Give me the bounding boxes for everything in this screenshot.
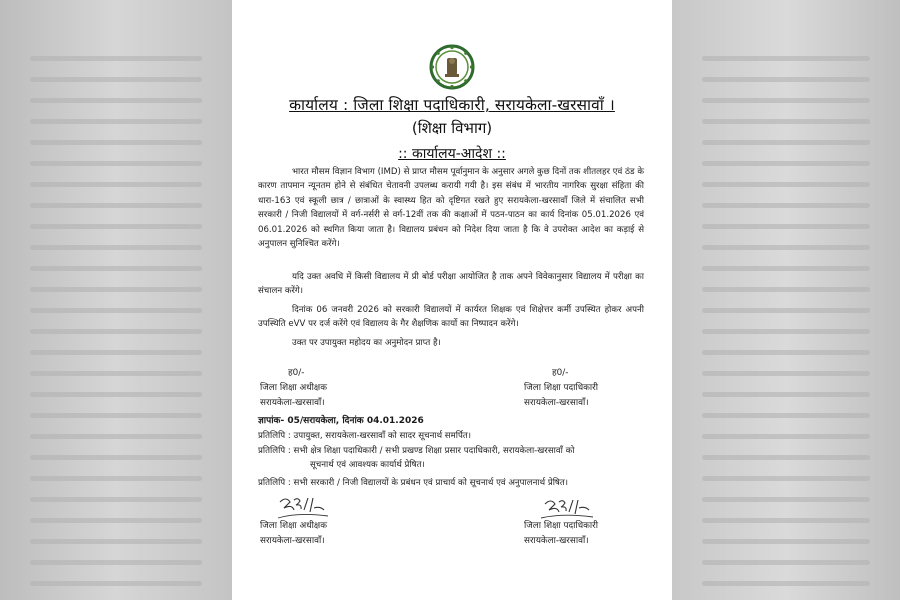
blurred-backdrop-right [672, 0, 900, 600]
jharkhand-emblem-icon [429, 44, 475, 90]
copy-line-2 [258, 444, 648, 472]
copy-line-2-text: प्रतिलिपि : सभी क्षेत्र शिक्षा पदाधिकारी / सभी प्रखण्ड शिक्षा प्रसार पदाधिकारी, सरायकेला-खरसावाँ को [258, 446, 575, 456]
signatory-designation: जिला शिक्षा अधीक्षक [260, 383, 327, 393]
copy-line-1: प्रतिलिपि : उपायुक्त, सरायकेला-खरसावाँ को सादर सूचनार्थ समर्पित। [258, 431, 472, 441]
order-heading: :: कार्यालय-आदेश :: [398, 146, 506, 162]
signatory-place: सरायकेला-खरसावाँ। [524, 536, 589, 546]
signatory-designation: जिला शिक्षा पदाधिकारी [524, 383, 599, 393]
signatory-place: सरायकेला-खरसावाँ। [260, 536, 325, 546]
order-paragraph-2: यदि उक्त अवधि में किसी विद्यालय में प्री बोर्ड परीक्षा आयोजित है ताक अपने विवेकानुसार विद्यालय में परीक्षा का संचालन करेंगे। [258, 272, 644, 297]
order-paragraph-1: भारत मौसम विज्ञान विभाग (IMD) से प्राप्त मौसम पूर्वानुमान के अनुसार अगले कुछ दिनों तक शीतलहर एवं ठंड के कारण तापमान न्यूनतम होने से संबंधित चेतावनी उपलब्ध करायी गयी है। इस संबंध में भारतीय नागरिक सुरक्षा संहिता की धारा-163 एवं स्कूली छात्र / छात्राओं के स्वास्थ्य हित को दृष्टिगत रखते हुए सरायकेला-खरसावाँ जिले में संचालित सभी सरकारी / निजी विद्यालयों में वर्ग-नर्सरी से वर्ग-12वीं तक की कक्षाओं में पठन-पाठन का कार्य दिनांक 05.01.2026 एवं 06.01.2026 को स्थगित किया जाता है। विद्यालय प्रबंधन को निदेश दिया जाता है कि वे उपरोक्त आदेश का कड़ाई से अनुपालन सुनिश्चित करेंगे। [258, 167, 644, 250]
signatory-designation: जिला शिक्षा पदाधिकारी [524, 521, 599, 531]
office-order-document [232, 0, 672, 600]
blurred-backdrop-left [0, 0, 232, 600]
signature-block-officer-copy [524, 519, 598, 549]
department-subtitle: (शिक्षा विभाग) [411, 119, 493, 137]
office-title: कार्यालय : जिला शिक्षा पदाधिकारी, सरायकेला-खरसावाँ । [289, 96, 615, 114]
signatory-designation: जिला शिक्षा अधीक्षक [260, 521, 327, 531]
signatory-place: सरायकेला-खरसावाँ। [524, 398, 589, 408]
order-paragraph-3: दिनांक 06 जनवरी 2026 को सरकारी विद्यालयों में कार्यरत शिक्षक एवं शिक्षेत्तर कर्मी उपस्थित होकर अपनी उपस्थिति eVV पर दर्ज करेंगे एवं विद्यालय के गैर शैक्षणिक कार्यो का निष्पादन करेंगे। [258, 305, 644, 330]
copy-line-3: प्रतिलिपि : सभी सरकारी / निजी विद्यालयों के प्रबंधन एवं प्राचार्य को सूचनार्थ एवं अनुपालनार्थ प्रेषित। [258, 478, 569, 488]
signatory-place: सरायकेला-खरसावाँ। [260, 398, 325, 408]
copy-line-2-continuation: सूचनार्थ एवं आवश्यक कार्यार्थ प्रेषित। [310, 460, 425, 470]
memo-number: ज्ञापांक- 05/सरायकेला, दिनांक 04.01.2026 [258, 416, 424, 426]
signed-mark: ह0/- [552, 368, 569, 378]
order-paragraph-4: उक्त पर उपायुक्त महोदय का अनुमोदन प्राप्त है। [292, 338, 441, 348]
signature-block-superintendent-copy [260, 519, 327, 549]
signature-block-officer [524, 366, 598, 411]
signature-block-superintendent [260, 366, 327, 411]
signed-mark: ह0/- [288, 368, 305, 378]
